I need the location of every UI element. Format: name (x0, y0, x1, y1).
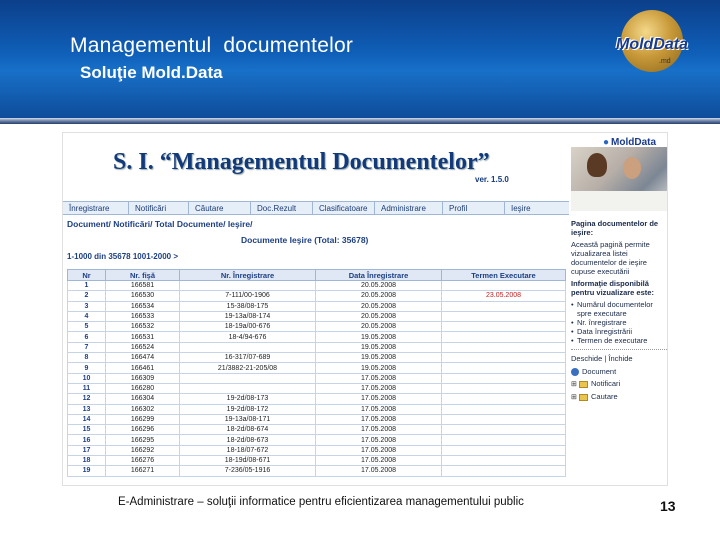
table-row[interactable] (68, 456, 566, 466)
table-row[interactable] (68, 394, 566, 404)
pager-next-link[interactable]: 1001-2000 > (132, 252, 178, 261)
cell-nr: 9 (68, 363, 106, 373)
table-row[interactable] (68, 445, 566, 455)
cell-nr-fisa: 166524 (106, 342, 180, 352)
table-row[interactable] (68, 322, 566, 332)
cell-data-inregistrare: 17.05.2008 (316, 404, 442, 414)
page-number: 13 (660, 498, 676, 514)
expand-icon[interactable]: ⊞ (571, 394, 577, 401)
app-brand: ● MoldData (603, 137, 656, 148)
cell-nr: 13 (68, 404, 106, 414)
cell-termen-executare (442, 322, 566, 332)
cell-termen-executare (442, 456, 566, 466)
cell-data-inregistrare: 17.05.2008 (316, 466, 442, 476)
slide-header (0, 0, 720, 118)
header-divider (0, 118, 720, 124)
table-row[interactable] (68, 435, 566, 445)
cell-nr-inregistrare (180, 281, 316, 291)
col-header-data-inregistrare[interactable]: Data Înregistrare (316, 270, 442, 281)
cell-termen-executare (442, 281, 566, 291)
nav-tree (571, 366, 668, 404)
cell-nr-inregistrare: 18-4/94-676 (180, 332, 316, 342)
logo-text: MoldData (616, 36, 688, 53)
tree-toggle: Deschide | Închide (571, 354, 633, 363)
cell-nr-fisa: 166280 (106, 383, 180, 393)
help-info-list (571, 300, 668, 345)
cell-nr-inregistrare: 19-13a/08-171 (180, 414, 316, 424)
app-menu (63, 201, 569, 215)
app-screenshot (62, 132, 668, 486)
app-title: S. I. “Managementul Documentelor” (113, 149, 490, 175)
cell-nr: 16 (68, 435, 106, 445)
cell-data-inregistrare: 17.05.2008 (316, 414, 442, 424)
help-sidebar (571, 219, 668, 486)
cell-nr-inregistrare: 18-2d/08-674 (180, 425, 316, 435)
cell-data-inregistrare: 20.05.2008 (316, 322, 442, 332)
folder-icon (579, 381, 588, 388)
cell-nr-fisa: 166531 (106, 332, 180, 342)
table-row[interactable] (68, 383, 566, 393)
cell-termen-executare (442, 373, 566, 383)
cell-nr-fisa: 166581 (106, 281, 180, 291)
document-icon (571, 368, 579, 376)
tree-item-document[interactable] (571, 366, 668, 378)
office-photo (571, 147, 668, 211)
table-row[interactable] (68, 281, 566, 291)
person-figure (623, 157, 641, 179)
cell-data-inregistrare: 17.05.2008 (316, 373, 442, 383)
cell-nr-fisa: 166296 (106, 425, 180, 435)
documents-total-title: Documente Ieşire (Total: 35678) (241, 235, 369, 245)
cell-nr-fisa: 166292 (106, 445, 180, 455)
table-row[interactable] (68, 342, 566, 352)
cell-nr-inregistrare: 18-19d/08-671 (180, 456, 316, 466)
table-row[interactable] (68, 404, 566, 414)
pager-current: 1-1000 din 35678 (67, 252, 131, 261)
cell-nr-inregistrare: 18-19a/00-676 (180, 322, 316, 332)
cell-nr-inregistrare: 7-111/00-1906 (180, 291, 316, 301)
menu-profil[interactable]: Profil (443, 202, 505, 215)
cell-nr-inregistrare: 19-2d/08-173 (180, 394, 316, 404)
cell-nr-inregistrare: 19-13a/08-174 (180, 311, 316, 321)
cell-data-inregistrare: 19.05.2008 (316, 363, 442, 373)
cell-nr: 2 (68, 291, 106, 301)
divider (571, 349, 668, 350)
cell-nr: 12 (68, 394, 106, 404)
cell-nr-fisa: 166309 (106, 373, 180, 383)
list-item: • Data înregistrării (571, 327, 668, 336)
cell-data-inregistrare: 17.05.2008 (316, 445, 442, 455)
documents-table (67, 269, 566, 477)
cell-nr-fisa: 166295 (106, 435, 180, 445)
cell-data-inregistrare: 17.05.2008 (316, 456, 442, 466)
cell-termen-executare (442, 301, 566, 311)
expand-icon[interactable]: ⊞ (571, 381, 577, 388)
cell-nr-inregistrare: 21/3882-21-205/08 (180, 363, 316, 373)
menu-inregistrare[interactable]: Înregistrare (63, 202, 129, 215)
help-info-heading: Informaţie disponibilă pentru vizualizare este: (571, 279, 654, 297)
slide-subtitle: Soluţie Mold.Data (80, 63, 223, 82)
cell-data-inregistrare: 17.05.2008 (316, 383, 442, 393)
table-header-row (68, 270, 566, 281)
menu-cautare[interactable]: Căutare (189, 202, 251, 215)
cell-data-inregistrare: 19.05.2008 (316, 353, 442, 363)
cell-nr: 7 (68, 342, 106, 352)
table-row[interactable] (68, 332, 566, 342)
cell-nr: 15 (68, 425, 106, 435)
cell-termen-executare (442, 363, 566, 373)
list-item: • Nr. înregistrare (571, 318, 668, 327)
table-row[interactable] (68, 363, 566, 373)
molddata-logo (607, 10, 697, 80)
cell-nr-fisa: 166276 (106, 456, 180, 466)
cell-nr: 6 (68, 332, 106, 342)
menu-clasificatoare[interactable]: Clasificatoare (313, 202, 375, 215)
tree-item-notificari[interactable] (571, 378, 668, 391)
list-item: • Numărul documentelor spre executare (571, 300, 668, 318)
cell-nr-fisa: 166304 (106, 394, 180, 404)
table-row[interactable] (68, 301, 566, 311)
col-header-nr-inregistrare[interactable]: Nr. Înregistrare (180, 270, 316, 281)
cell-nr-inregistrare: 18-2d/08-673 (180, 435, 316, 445)
cell-data-inregistrare: 20.05.2008 (316, 281, 442, 291)
cell-termen-executare (442, 353, 566, 363)
cell-nr: 17 (68, 445, 106, 455)
person-figure (587, 153, 607, 177)
list-item: • Termen de executare (571, 336, 668, 345)
cell-nr: 10 (68, 373, 106, 383)
cell-nr-fisa: 166271 (106, 466, 180, 476)
cell-termen-executare (442, 394, 566, 404)
expand-link[interactable]: Deschide (571, 354, 603, 363)
menu-notificari[interactable]: Notificări (129, 202, 189, 215)
cell-nr-fisa: 166461 (106, 363, 180, 373)
col-header-nr[interactable]: Nr (68, 270, 106, 281)
menu-administrare[interactable]: Administrare (375, 202, 443, 215)
cell-data-inregistrare: 20.05.2008 (316, 291, 442, 301)
cell-termen-executare (442, 445, 566, 455)
cell-termen-executare (442, 342, 566, 352)
cell-data-inregistrare: 17.05.2008 (316, 425, 442, 435)
cell-nr-fisa: 166534 (106, 301, 180, 311)
cell-data-inregistrare: 20.05.2008 (316, 311, 442, 321)
pager (67, 252, 178, 261)
menu-iesire[interactable]: Ieşire (511, 204, 531, 213)
cell-termen-executare (442, 383, 566, 393)
table-row[interactable] (68, 291, 566, 301)
slide-title: Managementul documentelor (70, 34, 354, 57)
table-row[interactable] (68, 466, 566, 476)
cell-data-inregistrare: 19.05.2008 (316, 332, 442, 342)
cell-nr-inregistrare: 19-2d/08-172 (180, 404, 316, 414)
cell-nr: 8 (68, 353, 106, 363)
cell-nr-inregistrare (180, 342, 316, 352)
cell-nr: 3 (68, 301, 106, 311)
cell-nr-inregistrare: 18-18/07-672 (180, 445, 316, 455)
cell-nr: 18 (68, 456, 106, 466)
app-version: ver. 1.5.0 (475, 175, 509, 184)
cell-nr-inregistrare: 7-236/05-1916 (180, 466, 316, 476)
cell-nr-fisa: 166474 (106, 353, 180, 363)
cell-nr: 5 (68, 322, 106, 332)
cell-termen-executare: 23.05.2008 (442, 291, 566, 301)
cell-termen-executare (442, 311, 566, 321)
help-description: Această pagină permite vizualizarea listei documentelor de ieşire cupuse executării (571, 240, 650, 276)
cell-nr-inregistrare (180, 383, 316, 393)
slide-footer: E-Administrare – soluţii informatice pentru eficientizarea managementului public (118, 496, 524, 508)
collapse-link[interactable]: Închide (608, 354, 633, 363)
cell-data-inregistrare: 17.05.2008 (316, 435, 442, 445)
cell-nr: 11 (68, 383, 106, 393)
cell-nr-fisa: 166530 (106, 291, 180, 301)
breadcrumb[interactable]: Document/ Notificări/ Total Documente/ Ieşire/ (67, 219, 253, 229)
cell-data-inregistrare: 19.05.2008 (316, 342, 442, 352)
desk-shape (571, 191, 668, 211)
table-row[interactable] (68, 373, 566, 383)
cell-nr-fisa: 166302 (106, 404, 180, 414)
cell-nr-fisa: 166533 (106, 311, 180, 321)
table-row[interactable] (68, 311, 566, 321)
logo-domain: .md (659, 58, 671, 65)
cell-nr-inregistrare: 15-38/08-175 (180, 301, 316, 311)
cell-termen-executare (442, 332, 566, 342)
help-heading: Pagina documentelor de ieşire: (571, 219, 659, 237)
cell-data-inregistrare: 20.05.2008 (316, 301, 442, 311)
col-header-termen-executare[interactable]: Termen Executare (442, 270, 566, 281)
tree-label: Cautare (591, 392, 618, 401)
cell-nr-fisa: 166299 (106, 414, 180, 424)
cell-nr: 1 (68, 281, 106, 291)
tree-label: Notificari (591, 379, 621, 388)
cell-termen-executare (442, 414, 566, 424)
tree-item-cautare[interactable] (571, 391, 668, 404)
cell-nr: 19 (68, 466, 106, 476)
cell-nr-fisa: 166532 (106, 322, 180, 332)
tree-label: Document (582, 367, 617, 376)
table-row[interactable] (68, 414, 566, 424)
menu-doc-rezult[interactable]: Doc.Rezult (251, 202, 313, 215)
cell-nr-inregistrare (180, 373, 316, 383)
cell-termen-executare (442, 435, 566, 445)
folder-icon (579, 394, 588, 401)
cell-data-inregistrare: 17.05.2008 (316, 394, 442, 404)
cell-nr: 4 (68, 311, 106, 321)
col-header-nr-fisa[interactable]: Nr. fişă (106, 270, 180, 281)
table-row[interactable] (68, 425, 566, 435)
cell-termen-executare (442, 466, 566, 476)
cell-nr: 14 (68, 414, 106, 424)
cell-termen-executare (442, 425, 566, 435)
cell-nr-inregistrare: 16-317/07-689 (180, 353, 316, 363)
table-row[interactable] (68, 353, 566, 363)
cell-termen-executare (442, 404, 566, 414)
